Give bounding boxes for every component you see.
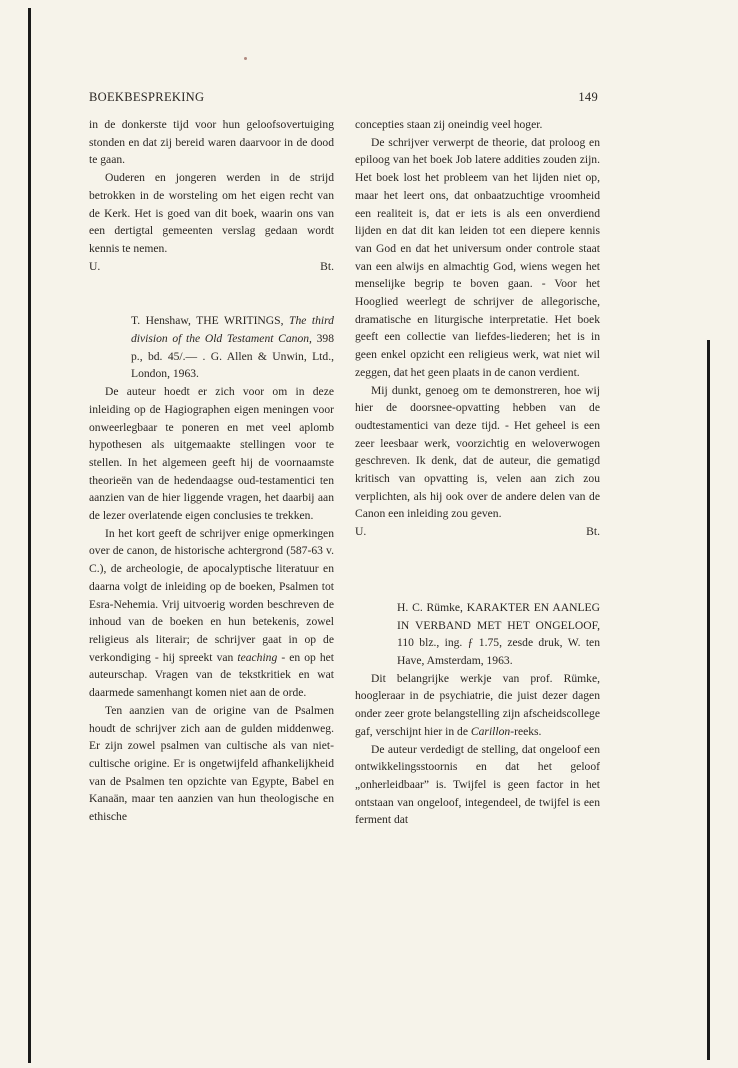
review-heading: H. C. Rümke, KARAKTER EN AANLEG IN VERBAND MET HET ONGELOOF, 110 blz., ing. ƒ 1.75, zesde druk, W. ten Have, Amsterdam, 1963. — [397, 600, 600, 667]
running-title: BOEKBESPREKING — [89, 90, 205, 104]
paragraph: De auteur hoedt er zich voor om in deze inleiding op de Hagiographen eigen meningen voor onweerlegbaar te poneren en met veel aplomb hypothesen als uitgemaakte stellingen voor te stellen. In het algemeen geeft hij de voornaamste theorieën van de hedendaagse oud-testamentici ten aanzien van de hier liggende vragen, het daarbij aan de lezer overlatende eigen conclusies te trekken. — [89, 385, 334, 523]
running-header — [89, 90, 598, 106]
review-heading-author-title: T. Henshaw, THE WRITINGS, — [131, 314, 284, 328]
signature-reviewer: Bt. — [586, 525, 600, 539]
paragraph-text: -reeks. — [510, 724, 542, 738]
signature-initial: U. — [355, 525, 367, 539]
paragraph: Ten aanzien van de origine van de Psalmen houdt de schrijver zich aan de gulden middenweg. Er zijn zowel psalmen van cultische als van niet-cultische origine. Er is ongetwijfeld afhankelijkheid van de Psalmen ten opzichte van Egypte, Babel en Kanaän, maar ten aanzien van hun theologische en ethische — [89, 703, 334, 824]
review-heading-details: 398 p., bd. 45/.— . G. Allen & Unwin, Ltd., London, 1963. — [131, 332, 334, 381]
scan-speck — [244, 57, 247, 60]
paragraph: Ouderen en jongeren werden in de strijd betrokken in de worsteling om het eigen recht van de Kerk. Het is goed van dit boek, waarin ons van een dertigtal gemeenten verslag gedaan wordt kennis te nemen. — [89, 171, 334, 255]
paragraph: in de donkerste tijd voor hun geloofsovertuiging stonden en dat zij bereid waren daarvoor in de dood te gaan. — [89, 118, 334, 167]
signature-reviewer: Bt. — [320, 259, 334, 273]
scan-right-edge — [707, 340, 710, 1060]
right-column — [355, 116, 600, 829]
paragraph-italic: teaching — [237, 650, 278, 664]
paragraph — [89, 525, 334, 702]
review-heading-subtitle: The third division of the Old Testament Canon, — [131, 314, 334, 346]
paragraph: De auteur verdedigt de stelling, dat ongeloof een ontwikkelingsstoornis en dat het geloof „onherleidbaar” is. Twijfel is geen factor in het ontstaan van ongeloof, integendeel, de twijfel is een ferment dat — [355, 742, 600, 827]
paragraph-italic: Carillon — [470, 724, 511, 738]
paragraph: Mij dunkt, genoeg om te demonstreren, hoe wij hier de doorsnee-opvatting hebben van de oudtestamentici van deze tijd. - Het geheel is een zeer leesbaar werk, voorzichtig en weloverwogen geschreven. Ik denk, dat de auteur, die gematigd kritisch van opvatting is, velen aan zich zou verplichten, als hij ook over de andere delen van de Canon een inleiding zou geven. — [355, 383, 600, 521]
page-number: 149 — [578, 90, 598, 104]
paragraph-text: - en op het auteurschap. Vragen van de tekstkritiek en wat daarmede samenhangt komen niet aan de orde. — [89, 650, 335, 700]
review-signature — [89, 258, 334, 276]
paragraph: De schrijver verwerpt de theorie, dat proloog en epiloog van het boek Job latere addities zouden zijn. Het boek lost het probleem van het lijden niet op, maar het leert ons, dat onbaatzuchtige vroomheid een realiteit is, dat er iets is als een onverdiend lijden en dat dit kan leiden tot een diepere kennis van God en dat het universum onder controle staat van een alwijs en almachtig God, wiens wegen het menselijke begrip te boven gaan. - Voor het Hooglied weerlegt de schrijver de allegorische, dramatische en liturgische interpretatie. Het boek geeft een collectie van liefdes-liederen; het is in geen enkel opzicht een religieus werk, wat niet wil zeggen, dat het geen plaats in de canon verdient. — [355, 135, 600, 379]
paragraph — [355, 670, 600, 741]
paragraph-text: In het kort geeft de schrijver enige opmerkingen over de canon, de historische achtergrond (587-63 v. C.), de archeologie, de apocalyptische literatuur en daarna volgt de inleiding op de boeken, Psalmen tot Esra-Nehemia. Vrij uitvoerig worden beschreven de inhoud van de boeken en hun betekenis, zowel religieus als literair; de schrijver gaat in op de verkondiging - hij spreekt van — [89, 526, 334, 664]
paragraph-text: Dit belangrijke werkje van prof. Rümke, hoogleraar in de psychiatrie, die juist dezer dagen onder zeer grote belangstelling zijn afscheidscollege gaf, verschijnt hier in de — [355, 671, 600, 738]
review-heading — [89, 312, 334, 383]
review-signature — [355, 523, 600, 541]
left-column — [89, 116, 334, 826]
paragraph: concepties staan zij oneindig veel hoger. — [355, 118, 543, 131]
scan-left-edge — [28, 8, 31, 1063]
signature-initial: U. — [89, 259, 101, 273]
